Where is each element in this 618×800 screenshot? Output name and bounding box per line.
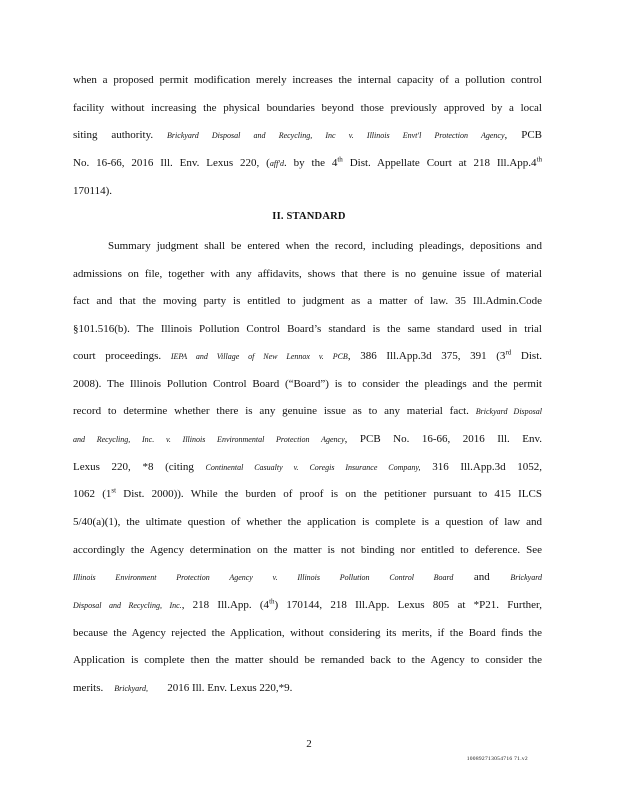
text: fact and that the moving party is entitled to judgment as a matter of law. 35 Ill.Admin.Code	[73, 295, 542, 307]
text: , 386 Ill.App.3d 375, 391 (3	[347, 350, 506, 362]
section-heading: II. STANDARD	[272, 211, 346, 222]
paragraph-line	[73, 267, 542, 281]
text: §101.516(b). The Illinois Pollution Control Board’s standard is the same standard used in trial	[73, 323, 542, 335]
superscript: th	[269, 597, 275, 606]
text: 170114).	[73, 185, 113, 197]
paragraph-line	[73, 570, 542, 585]
text: 316 Ill.App.3d 1052,	[432, 461, 543, 473]
paragraph-line	[73, 460, 542, 475]
paragraph-line	[108, 239, 542, 253]
case-citation: Brickyard,	[114, 684, 148, 693]
paragraph-line	[73, 128, 542, 143]
paragraph-line	[73, 156, 542, 171]
text: when a proposed permit modification merely increases the internal capacity of a pollution control	[73, 74, 542, 86]
paragraph-line	[73, 184, 542, 198]
text: court proceedings.	[73, 350, 162, 362]
case-citation: Illinois Environment Protection Agency v. Illinois Pollution Control Board	[73, 573, 454, 582]
text: Dist.	[511, 350, 543, 362]
text: , PCB No. 16-66, 2016 Ill. Env.	[344, 433, 542, 445]
superscript: rd	[505, 348, 512, 357]
text: , PCB	[504, 129, 543, 141]
text: admissions on file, together with any affidavits, shows that there is no genuine issue of material	[73, 268, 542, 280]
text: Application is complete then the matter should be remanded back to the Agency to consider the	[73, 654, 542, 666]
paragraph-line	[73, 101, 542, 115]
text: 2016 Ill. Env. Lexus 220,*9.	[167, 682, 293, 694]
case-citation: and Recycling, Inc. v. Illinois Environmental Protection Agency	[73, 435, 345, 444]
paragraph-line	[73, 515, 542, 529]
case-citation: IEPA and Village of New Lennox v. PCB	[170, 352, 348, 361]
text: accordingly the Agency determination on the matter is not binding nor entitled to deference. See	[73, 544, 542, 556]
text: Dist. 2000)). While the burden of proof is on the petitioner pursuant to 415 ILCS	[116, 488, 542, 500]
paragraph-line	[73, 404, 542, 419]
text: No. 16-66, 2016 Ill. Env. Lexus 220, (	[73, 157, 270, 169]
case-citation: Continental Casualty v. Coregis Insurance Company,	[205, 463, 421, 472]
paragraph-line	[73, 598, 542, 613]
text: 2008). The Illinois Pollution Control Board (“Board”) is to consider the pleadings and the permit	[73, 378, 542, 390]
text: Dist. Appellate Court at 218 Ill.App.4	[342, 157, 537, 169]
paragraph-line	[73, 653, 542, 667]
paragraph-line	[73, 73, 542, 87]
case-citation: Disposal and Recycling, Inc.	[73, 601, 182, 610]
paragraph-line	[73, 543, 542, 557]
case-citation: Brickyard	[510, 573, 543, 582]
paragraph-line	[73, 349, 542, 364]
page-number: 2	[306, 738, 312, 750]
text: 5/40(a)(1), the ultimate question of whether the application is complete is a question of law and	[73, 516, 542, 528]
paragraph-line	[73, 681, 542, 696]
superscript: th	[536, 155, 543, 164]
paragraph-line	[73, 294, 542, 308]
document-id: 100892713054716 71.v2	[466, 756, 528, 762]
paragraph-line	[73, 626, 542, 640]
text: Lexus 220, *8 (citing	[73, 461, 194, 473]
text: 1062 (1	[73, 488, 112, 500]
text: , 218 Ill.App. (4	[181, 599, 270, 611]
paragraph-line	[73, 322, 542, 336]
citation-italic: aff'd	[269, 159, 285, 168]
superscript: th	[337, 155, 343, 164]
text: facility without increasing the physical boundaries beyond those previously approved by a local	[73, 102, 542, 114]
text: record to determine whether there is any genuine issue as to any material fact.	[73, 405, 469, 417]
case-citation: Brickyard Disposal and Recycling, Inc v. Illinois Envt'l Protection Agency	[167, 131, 505, 140]
superscript: st	[111, 486, 117, 495]
text: siting authority.	[73, 129, 154, 141]
text: merits.	[73, 682, 104, 694]
text: and	[473, 571, 490, 583]
paragraph-line	[73, 377, 542, 391]
text: ) 170144, 218 Ill.App. Lexus 805 at *P21. Further,	[274, 599, 542, 611]
paragraph-line	[73, 432, 542, 447]
text: because the Agency rejected the Application, without considering its merits, if the Board finds the	[73, 627, 542, 639]
text: . by the 4	[284, 157, 338, 169]
paragraph-line	[73, 487, 542, 501]
case-citation: Brickyard Disposal	[475, 407, 542, 416]
text: Summary judgment shall be entered when the record, including pleadings, depositions and	[108, 240, 542, 252]
